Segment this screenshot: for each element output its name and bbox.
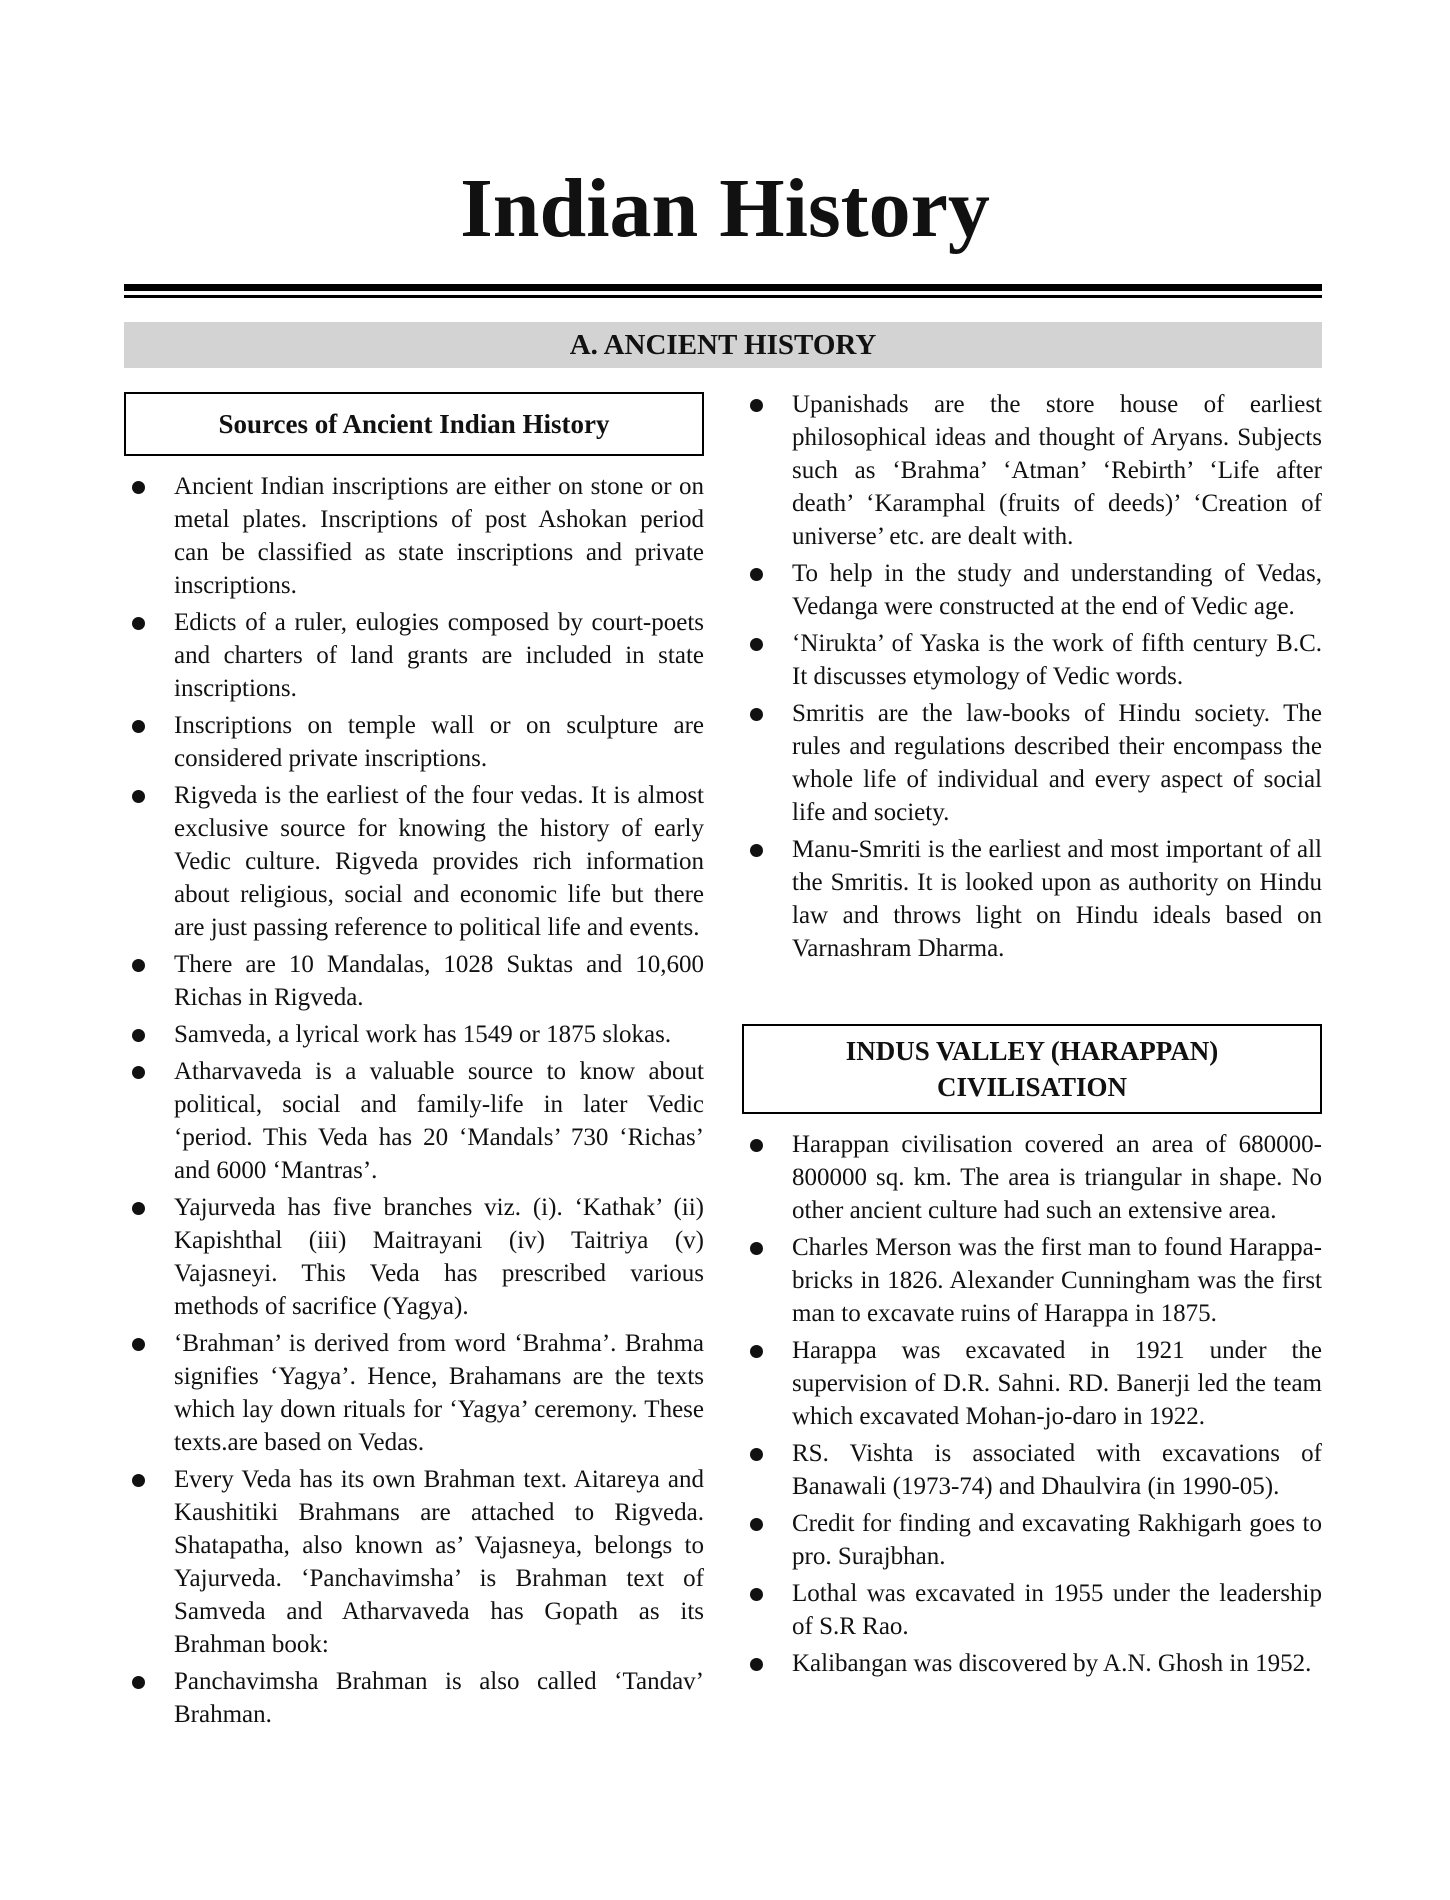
list-item: Smritis are the law-books of Hindu society. The rules and regulations described their encompass the whole life of individual and every aspect of social life and society. — [742, 697, 1322, 829]
bullet-icon — [750, 708, 763, 721]
bullet-icon — [750, 1588, 763, 1601]
list-item: Panchavimsha Brahman is also called ‘Tandav’ Brahman. — [124, 1665, 704, 1731]
bullet-icon — [750, 399, 763, 412]
bullet-icon — [750, 1345, 763, 1358]
bullet-icon — [750, 1242, 763, 1255]
list-item: Harappa was excavated in 1921 under the supervision of D.R. Sahni. RD. Banerji led the team which excavated Mohan-jo-daro in 1922. — [742, 1334, 1322, 1433]
bullet-icon — [132, 1202, 145, 1215]
bullet-icon — [132, 790, 145, 803]
list-item: Manu-Smriti is the earliest and most important of all the Smritis. It is looked upon as authority on Hindu law and throws light on Hindu ideals based on Varnashram Dharma. — [742, 833, 1322, 965]
list-item: To help in the study and understanding of Vedas, Vedanga were constructed at the end of Vedic age. — [742, 557, 1322, 623]
list-item: Every Veda has its own Brahman text. Aitareya and Kaushitiki Brahmans are attached to Rigveda. Shatapatha, also known as’ Vajasneya, belongs to Yajurveda. ‘Panchavimsha’ is Brahman text of Samveda and Atharvaveda has Gopath as its Brahman book: — [124, 1463, 704, 1661]
bullet-icon — [750, 1658, 763, 1671]
indus-heading-line2: CIVILISATION — [936, 1072, 1128, 1102]
indus-heading-line1: INDUS VALLEY (HARAPPAN) — [845, 1036, 1219, 1066]
list-item: Credit for finding and excavating Rakhigarh goes to pro. Surajbhan. — [742, 1507, 1322, 1573]
list-item: Ancient Indian inscriptions are either on stone or on metal plates. Inscriptions of post Ashokan period can be classified as state inscriptions and private inscriptions. — [124, 470, 704, 602]
list-item: RS. Vishta is associated with excavations of Banawali (1973-74) and Dhaulvira (in 1990-05). — [742, 1437, 1322, 1503]
list-item: Charles Merson was the first man to found Harappa-bricks in 1826. Alexander Cunningham was the first man to excavate ruins of Harappa in 1875. — [742, 1231, 1322, 1330]
title-rule-thin — [124, 295, 1322, 298]
list-item: Rigveda is the earliest of the four vedas. It is almost exclusive source for knowing the history of early Vedic culture. Rigveda provides rich information about religious, social and economic life but there are just passing reference to political life and events. — [124, 779, 704, 944]
list-item: Yajurveda has five branches viz. (i). ‘Kathak’ (ii) Kapishthal (iii) Maitrayani (iv) Taitriya (v) Vajasneyi. This Veda has prescribed various methods of sacrifice (Yagya). — [124, 1191, 704, 1323]
list-item: Edicts of a ruler, eulogies composed by court-poets and charters of land grants are included in state inscriptions. — [124, 606, 704, 705]
bullet-icon — [750, 1518, 763, 1531]
left-heading: Sources of Ancient Indian History — [218, 409, 610, 439]
bullet-icon — [132, 1029, 145, 1042]
list-item: ‘Brahman’ is derived from word ‘Brahma’. Brahma signifies ‘Yagya’. Hence, Brahamans are the texts which lay down rituals for ‘Yagya’ ceremony. These texts.are based on Vedas. — [124, 1327, 704, 1459]
bullet-icon — [132, 617, 145, 630]
bullet-icon — [750, 1139, 763, 1152]
list-item: Harappan civilisation covered an area of 680000-800000 sq. km. The area is triangular in shape. No other ancient culture had such an extensive area. — [742, 1128, 1322, 1227]
bullet-icon — [750, 638, 763, 651]
right-bullet-list-top — [742, 388, 1322, 969]
page-title: Indian History — [460, 162, 990, 255]
list-item: Kalibangan was discovered by A.N. Ghosh in 1952. — [742, 1647, 1322, 1680]
list-item: Lothal was excavated in 1955 under the leadership of S.R Rao. — [742, 1577, 1322, 1643]
bullet-icon — [750, 1448, 763, 1461]
bullet-icon — [132, 1066, 145, 1079]
bullet-icon — [132, 959, 145, 972]
bullet-icon — [750, 844, 763, 857]
right-bullet-list-bottom — [742, 1128, 1322, 1684]
indus-heading-box — [742, 1024, 1322, 1114]
list-item: Inscriptions on temple wall or on sculpture are considered private inscriptions. — [124, 709, 704, 775]
bullet-icon — [132, 720, 145, 733]
list-item: There are 10 Mandalas, 1028 Suktas and 10,600 Richas in Rigveda. — [124, 948, 704, 1014]
list-item: Samveda, a lyrical work has 1549 or 1875 slokas. — [124, 1018, 704, 1051]
bullet-icon — [132, 481, 145, 494]
bullet-icon — [132, 1676, 145, 1689]
left-heading-box — [124, 392, 704, 456]
bullet-icon — [132, 1474, 145, 1487]
bullet-icon — [132, 1338, 145, 1351]
list-item: Atharvaveda is a valuable source to know about political, social and family-life in later Vedic ‘period. This Veda has 20 ‘Mandals’ 730 ‘Richas’ and 6000 ‘Mantras’. — [124, 1055, 704, 1187]
left-bullet-list — [124, 470, 704, 1735]
bullet-icon — [750, 568, 763, 581]
list-item: ‘Nirukta’ of Yaska is the work of fifth century B.C. It discusses etymology of Vedic words. — [742, 627, 1322, 693]
list-item: Upanishads are the store house of earliest philosophical ideas and thought of Aryans. Subjects such as ‘Brahma’ ‘Atman’ ‘Rebirth’ ‘Life after death’ ‘Karamphal (fruits of deeds)’ ‘Creation of universe’ etc. are dealt with. — [742, 388, 1322, 553]
section-band: A. ANCIENT HISTORY — [124, 322, 1322, 368]
title-rule-thick — [124, 284, 1322, 291]
